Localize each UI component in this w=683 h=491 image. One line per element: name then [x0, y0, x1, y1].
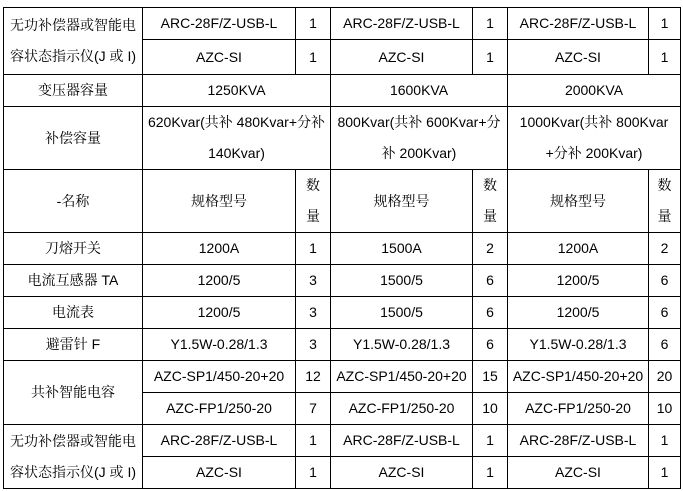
- header-qty-char: 数: [657, 177, 672, 193]
- spec-cell: ARC-28F/Z-USB-L: [508, 425, 649, 457]
- qty-cell: 1: [296, 233, 331, 265]
- spec-cell: Y1.5W-0.28/1.3: [143, 329, 296, 361]
- spec-cell: 1200/5: [508, 265, 649, 297]
- qty-cell: 1: [473, 425, 508, 457]
- qty-cell: 10: [473, 393, 508, 425]
- spec-cell: 1500/5: [331, 265, 473, 297]
- row-label-indicator-top: 无功补偿器或智能电容状态指示仪(J 或 I): [4, 8, 143, 75]
- spec-cell: AZC-SP1/450-20+20: [331, 361, 473, 393]
- table-row: [4, 297, 681, 329]
- header-qty-cell: [296, 170, 331, 233]
- table-row: [4, 75, 681, 107]
- spec-cell: 1200/5: [508, 297, 649, 329]
- qty-cell: 1: [649, 457, 681, 489]
- qty-cell: 1: [296, 425, 331, 457]
- qty-cell: 1: [473, 8, 508, 40]
- qty-cell: 1: [649, 40, 681, 75]
- qty-cell: 1: [649, 8, 681, 40]
- table-row: [4, 265, 681, 297]
- qty-cell: 1: [296, 457, 331, 489]
- header-spec-cell: 规格型号: [143, 170, 296, 233]
- table-row: [4, 425, 681, 457]
- spec-cell: ARC-28F/Z-USB-L: [143, 425, 296, 457]
- header-qty-char: 量: [306, 208, 320, 224]
- qty-cell: 3: [296, 265, 331, 297]
- spec-cell: ARC-28F/Z-USB-L: [143, 8, 296, 40]
- qty-cell: 2: [649, 233, 681, 265]
- compensation-value-cell: 620Kvar(共补 480Kvar+分补 140Kvar): [143, 107, 331, 170]
- spec-cell: AZC-SI: [143, 457, 296, 489]
- spec-cell: AZC-FP1/250-20: [508, 393, 649, 425]
- compensation-value-cell: 800Kvar(共补 600Kvar+分补 200Kvar): [331, 107, 508, 170]
- transformer-value-cell: 1600KVA: [331, 75, 508, 107]
- header-qty-cell: [473, 170, 508, 233]
- qty-cell: 20: [649, 361, 681, 393]
- qty-cell: 10: [649, 393, 681, 425]
- table-row: [4, 329, 681, 361]
- spec-cell: AZC-SI: [508, 40, 649, 75]
- row-label-ammeter: 电流表: [4, 297, 143, 329]
- qty-cell: 3: [296, 329, 331, 361]
- qty-cell: 1: [296, 8, 331, 40]
- spec-cell: AZC-SP1/450-20+20: [508, 361, 649, 393]
- spec-cell: 1500/5: [331, 297, 473, 329]
- equipment-spec-table: [3, 7, 681, 489]
- spec-cell: 1200A: [508, 233, 649, 265]
- row-label-transformer: 变压器容量: [4, 75, 143, 107]
- qty-cell: 6: [649, 297, 681, 329]
- spec-cell: AZC-SI: [331, 457, 473, 489]
- row-label-indicator-bottom: 无功补偿器或智能电容状态指示仪(J 或 I): [4, 425, 143, 489]
- transformer-value-cell: 1250KVA: [143, 75, 331, 107]
- header-qty-char: 数: [306, 177, 320, 193]
- row-label-current-transformer: 电流互感器 TA: [4, 265, 143, 297]
- qty-cell: 6: [649, 329, 681, 361]
- qty-cell: 6: [473, 297, 508, 329]
- header-qty-char: 数: [483, 177, 497, 193]
- qty-cell: 15: [473, 361, 508, 393]
- qty-cell: 1: [649, 425, 681, 457]
- qty-cell: 3: [296, 297, 331, 329]
- spec-cell: Y1.5W-0.28/1.3: [331, 329, 473, 361]
- header-name-cell: -名称: [4, 170, 143, 233]
- spec-cell: 1200/5: [143, 265, 296, 297]
- spec-cell: AZC-FP1/250-20: [331, 393, 473, 425]
- spec-cell: AZC-SP1/450-20+20: [143, 361, 296, 393]
- qty-cell: 12: [296, 361, 331, 393]
- qty-cell: 6: [649, 265, 681, 297]
- spec-cell: ARC-28F/Z-USB-L: [331, 8, 473, 40]
- spec-cell: AZC-SI: [331, 40, 473, 75]
- qty-cell: 7: [296, 393, 331, 425]
- table-row: [4, 107, 681, 170]
- spec-cell: ARC-28F/Z-USB-L: [331, 425, 473, 457]
- spec-cell: 1200A: [143, 233, 296, 265]
- table-row: [4, 361, 681, 393]
- spec-cell: AZC-SI: [143, 40, 296, 75]
- spec-cell: 1500A: [331, 233, 473, 265]
- row-label-lightning-rod: 避雷针 F: [4, 329, 143, 361]
- transformer-value-cell: 2000KVA: [508, 75, 681, 107]
- spec-cell: AZC-FP1/250-20: [143, 393, 296, 425]
- row-label-shared-capacitor: 共补智能电容: [4, 361, 143, 425]
- table-header-row: [4, 170, 681, 233]
- table-row: [4, 233, 681, 265]
- table-row: [4, 8, 681, 40]
- qty-cell: 1: [473, 457, 508, 489]
- qty-cell: 6: [473, 265, 508, 297]
- spec-cell: 1200/5: [143, 297, 296, 329]
- spec-cell: AZC-SI: [508, 457, 649, 489]
- row-label-compensation: 补偿容量: [4, 107, 143, 170]
- qty-cell: 2: [473, 233, 508, 265]
- header-qty-char: 量: [483, 208, 497, 224]
- header-qty-char: 量: [657, 208, 672, 224]
- row-label-knife-fuse-switch: 刀熔开关: [4, 233, 143, 265]
- header-spec-cell: 规格型号: [331, 170, 473, 233]
- compensation-value-cell: 1000Kvar(共补 800Kvar+分补 200Kvar): [508, 107, 681, 170]
- header-spec-cell: 规格型号: [508, 170, 649, 233]
- spec-cell: Y1.5W-0.28/1.3: [508, 329, 649, 361]
- qty-cell: 6: [473, 329, 508, 361]
- header-qty-cell: [649, 170, 681, 233]
- qty-cell: 1: [296, 40, 331, 75]
- spec-cell: ARC-28F/Z-USB-L: [508, 8, 649, 40]
- qty-cell: 1: [473, 40, 508, 75]
